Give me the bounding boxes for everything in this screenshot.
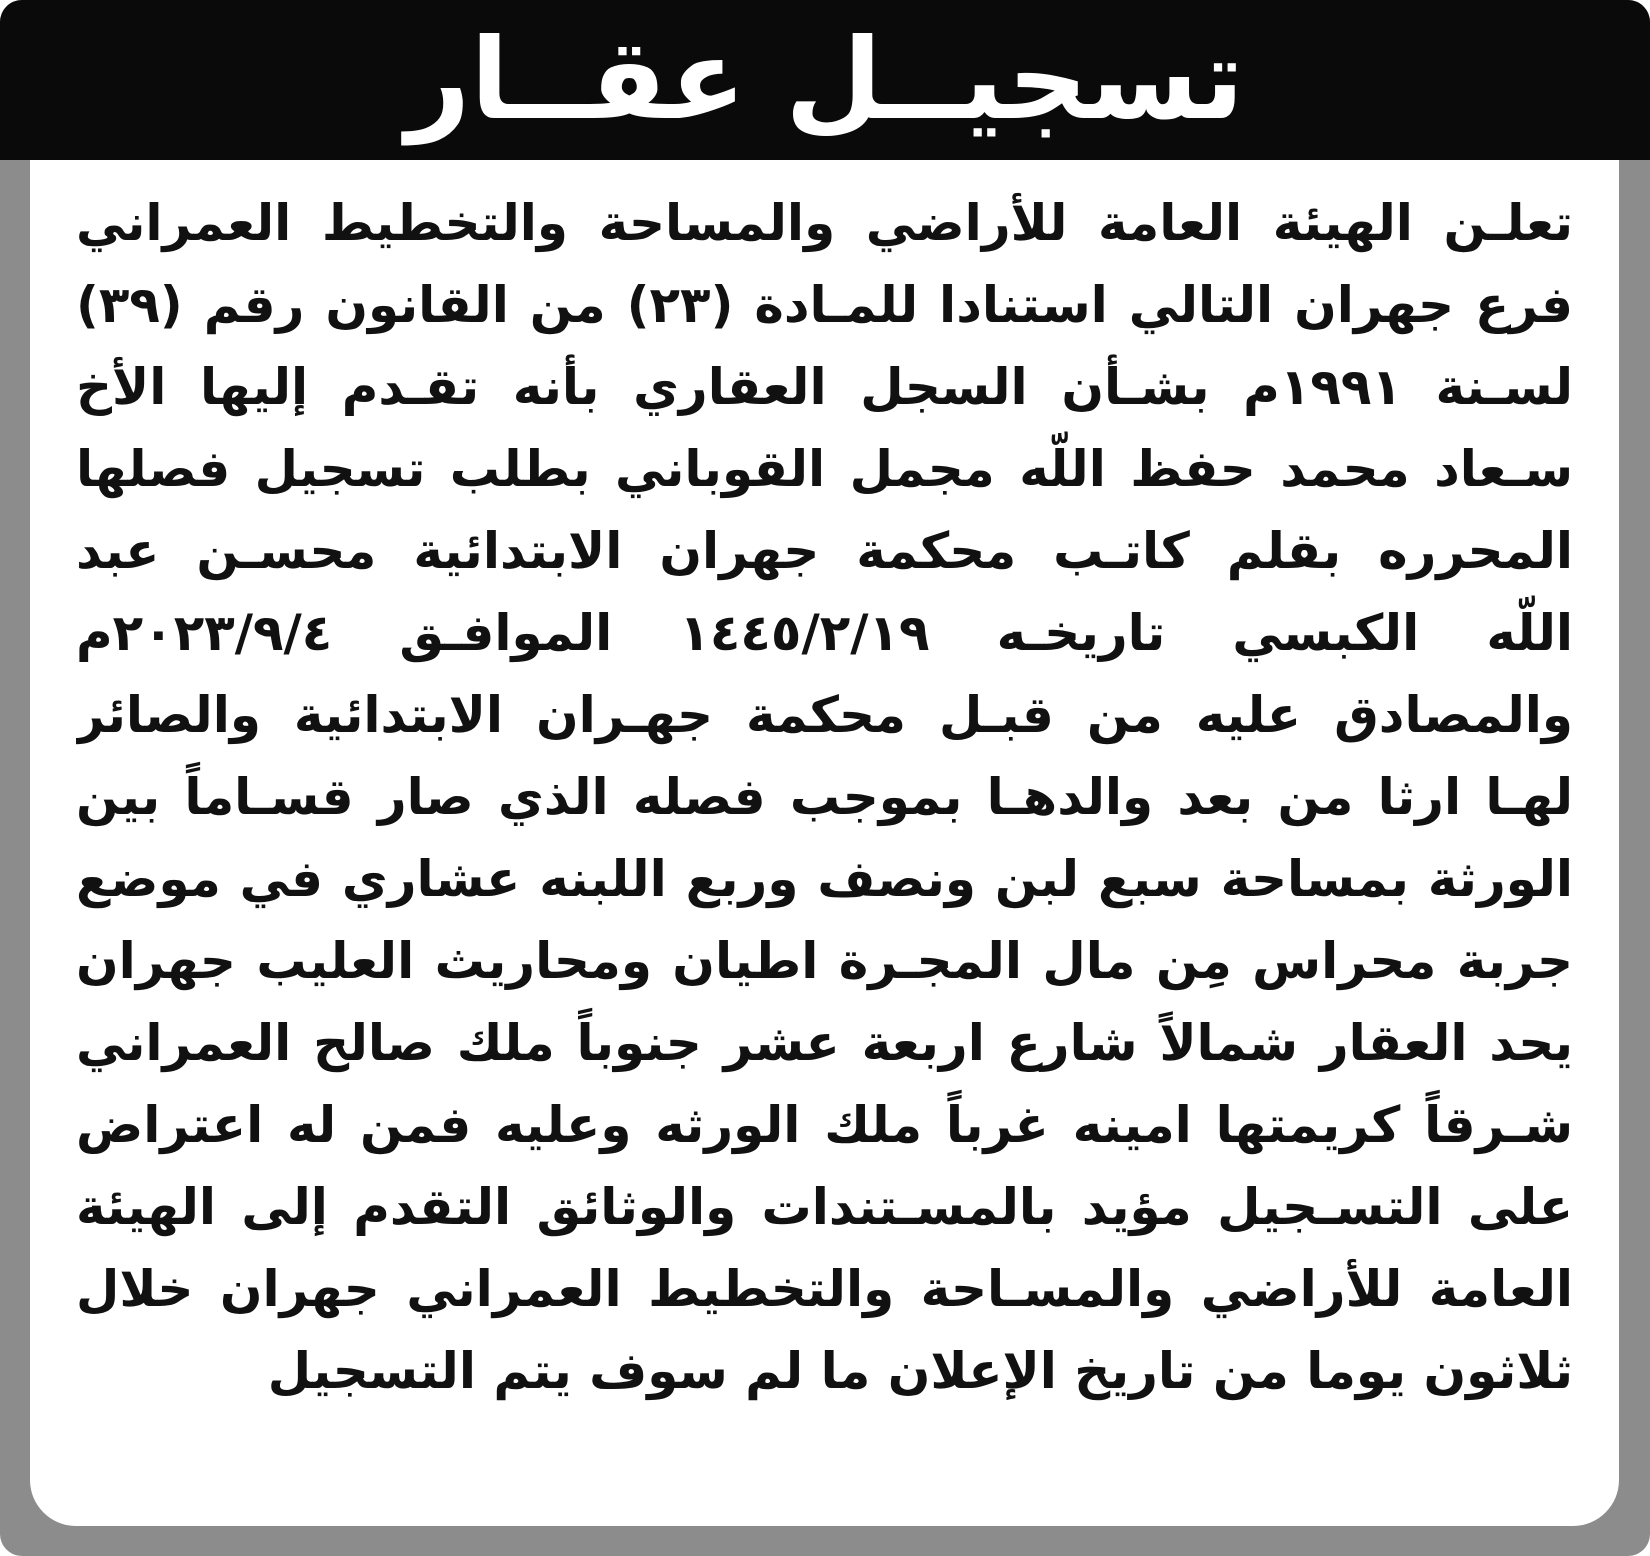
notice-line: على التسـجيل مؤيد بالمسـتندات والوثائق التقدم إلى الهيئة — [76, 1178, 1573, 1236]
notice-title: تسجيــل عقــار — [405, 15, 1245, 145]
notice-line: ثلاثون يوما من تاريخ الإعلان ما لم سوف يتم التسجيل — [267, 1342, 1573, 1400]
notice-line: المحرره بقلم كاتـب محكمة جهران الابتدائية محسـن عبد — [76, 522, 1573, 580]
notice-line: لهـا ارثا من بعد والدهـا بموجب فصله الذي صار قسـاماً بين — [76, 768, 1573, 826]
title-bar — [0, 0, 1650, 160]
notice-line: الورثة بمساحة سبع لبن ونصف وربع اللبنه عشاري في موضع — [76, 850, 1573, 908]
notice-line: فرع جهران التالي استنادا للمـادة (٢٣) من القانون رقم (٣٩) — [76, 276, 1573, 334]
notice-line: يحد العقار شمالاً شارع اربعة عشر جنوباً ملك صالح العمراني — [76, 1014, 1573, 1072]
notice-line: سـعاد محمد حفظ اللّه مجمل القوباني بطلب تسجيل فصلها — [76, 440, 1573, 498]
notice-line: العامة للأراضي والمسـاحة والتخطيط العمراني جهران خلال — [76, 1260, 1573, 1318]
notice-body — [30, 160, 1619, 1526]
notice-line: شـرقاً كريمتها امينه غرباً ملك الورثه وعليه فمن له اعتراض — [76, 1096, 1573, 1154]
notice-line: والمصادق عليه من قبـل محكمة جهـران الابتدائية والصائر — [76, 686, 1573, 744]
notice-line: جربة محراس مِن مال المجـرة اطيان ومحاريث العليب جهران — [76, 932, 1573, 990]
notice-line: لسـنة ١٩٩١م بشـأن السجل العقاري بأنه تقـدم إليها الأخ — [76, 358, 1573, 416]
notice-line: تعلـن الهيئة العامة للأراضي والمساحة والتخطيط العمراني — [76, 194, 1573, 252]
notice-line: اللّه الكبسي تاريخـه ١٤٤٥/٢/١٩ الموافـق ٢٠٢٣/٩/٤م — [76, 604, 1573, 662]
